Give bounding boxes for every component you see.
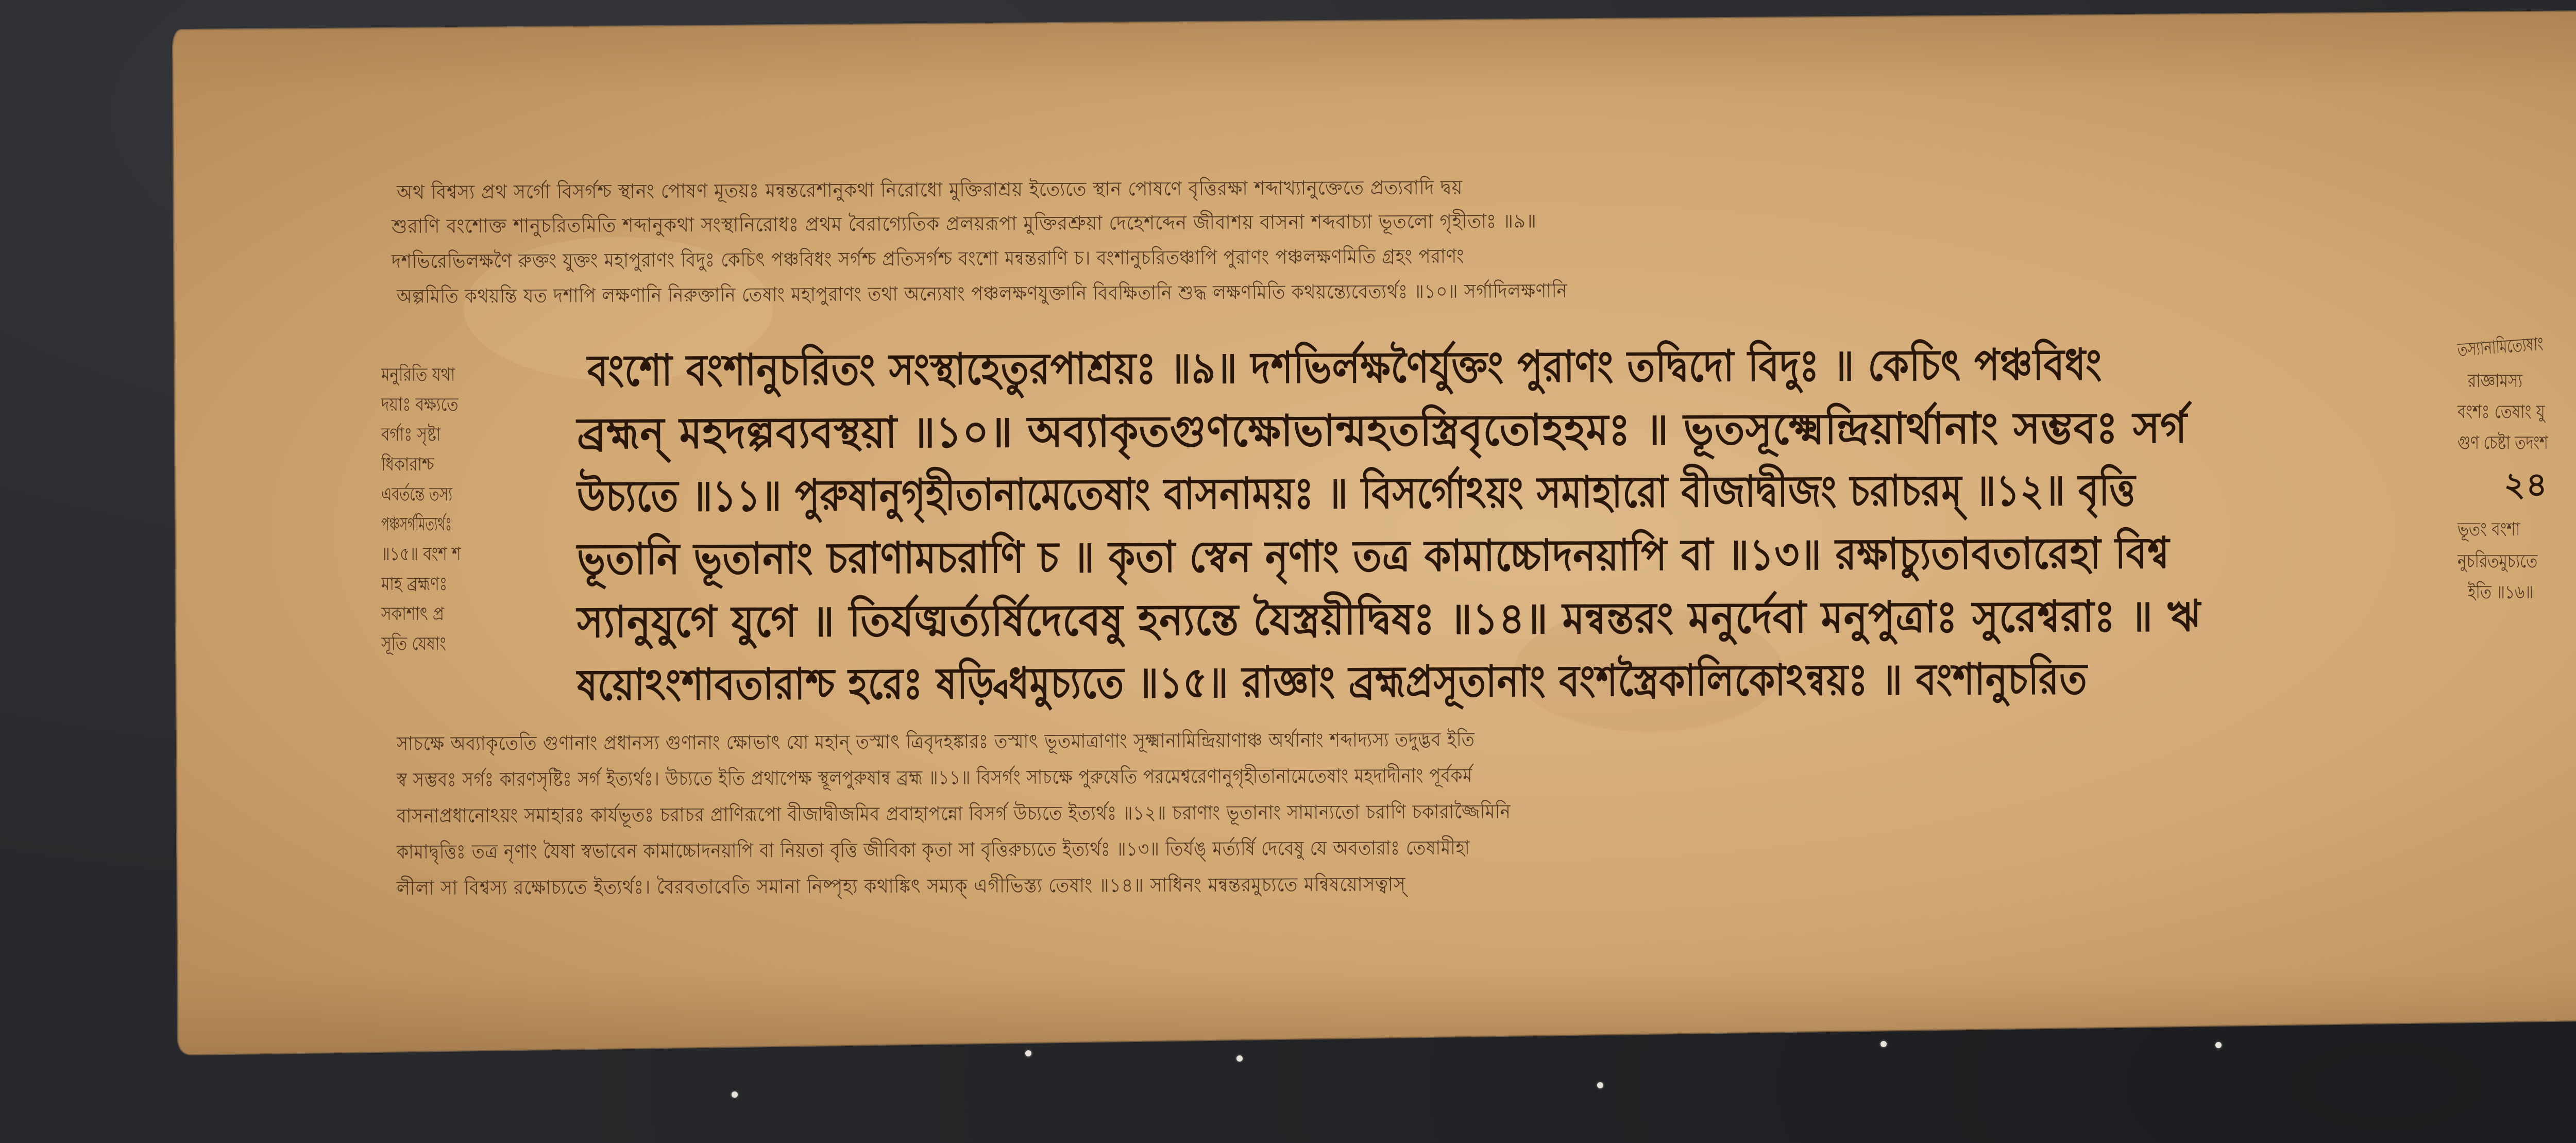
left-margin-line-4: ধিকারাশ্চ — [381, 454, 434, 475]
left-margin-line-6: পঞ্চসর্গমিত্যর্থঃ — [381, 514, 452, 535]
left-margin-line-10: সূতি যেষাং — [381, 633, 447, 654]
right-margin-line-7: নুচরিতমুচ্যতে — [2458, 551, 2538, 572]
main-text-line-3: উচ্যতে ॥১১॥ পুরুষানুগৃহীতানামেতেষাং বাসনাময়ঃ ॥ বিসর্গোঽয়ং সমাহারো বীজাদ্বীজং চরাচরম্ ॥১২॥ বৃত্তি — [577, 464, 2136, 522]
left-margin-line-3: বর্গাঃ সৃষ্টা — [381, 424, 441, 445]
pin-1 — [732, 1091, 738, 1098]
left-margin-line-7: ॥১৫॥ বংশ শ — [381, 544, 461, 565]
right-margin-line-2: রাজ্ঞামস্য — [2468, 371, 2523, 392]
main-text-line-1: বংশো বংশানুচরিতং সংস্থাহেতুরপাশ্রয়ঃ ॥৯॥ দশভির্লক্ষণৈর্যুক্তং পুরাণং তদ্বিদো বিদুঃ ॥ কেচিৎ পঞ্চবিধং — [587, 339, 2103, 396]
main-text-line-6: ষয়োঽংশাবতারাশ্চ হরেঃ ষড়্বিধমুচ্যতে ॥১৫॥ রাজ্ঞাং ব্রহ্মপ্রসূতানাং বংশস্ত্রৈকালিকোঽন্বয়ঃ ॥ বংশানুচরিত — [577, 653, 2088, 710]
top-commentary-line-4: অল্পমিতি কথয়ন্তি যত দশাপি লক্ষণানি নিরুক্তানি তেষাং মহাপুরাণং তথা অন্যেষাং পঞ্চলক্ষণযুক্তানি বিবক্ষিতানি শুদ্ধ লক্ষণমিতি কথয়ন্ত্যেবেত্যর্থঃ ॥১০॥ সর্গাদিলক্ষণানি — [396, 279, 1568, 308]
bottom-commentary-line-4: কামাদ্বৃত্তিঃ তত্র নৃণাং যৈষা স্বভাবেন কামাচ্চোদনয়াপি বা নিয়তা বৃত্তি জীবিকা কৃতা সা বৃত্তিরুচ্যতে ইত্যর্থঃ ॥১৩॥ তির্যঙ্ মর্ত্যর্ষি দেবেষু যে অবতারাঃ তেষামীহা — [396, 836, 1470, 863]
left-margin-line-5: এবৰ্তন্তে তস্য — [381, 484, 452, 505]
right-margin-line-6: ভূতং বংশা — [2458, 519, 2520, 540]
left-margin-line-8: মাহ ব্রহ্মণঃ — [381, 574, 448, 595]
left-margin-line-9: সকাশাৎ প্র — [381, 603, 444, 625]
pin-4 — [1597, 1082, 1603, 1088]
folio-number: ২৪ — [2504, 466, 2548, 504]
bottom-commentary-line-1: সাচক্ষে অব্যাকৃতেতি গুণানাং প্রধানস্য গুণানাং ক্ষোভাৎ যো মহান্ তস্মাৎ ত্রিবৃদহঙ্কারঃ তস্মাৎ ভূতমাত্রাণাং সূক্ষ্মানামিন্দ্রিয়াণাঞ্চ অর্থানাং শব্দাদ্যস্য তদুদ্ভব ইতি — [396, 728, 1475, 755]
left-margin-line-1: মনুরিতি যথা — [381, 364, 455, 385]
right-margin-line-1: তস্যানামিত্যেষাং — [2457, 333, 2544, 361]
pin-6 — [2215, 1042, 2222, 1048]
bottom-commentary-line-5: লীলা সা বিশ্বস্য রক্ষোচ্যতে ইত্যর্থঃ। বৈরবতাবেতি সমানা নিষ্পৃহ্য কথাঙ্কিৎ সম্যক্ এগীভিস্ত্য তেষাং ॥১৪॥ সাধিনং মন্বন্তরমুচ্যতে মন্বিষয়োসত্বাস্ — [396, 872, 1406, 899]
right-margin-line-3: বংশঃ তেষাং যু — [2458, 401, 2545, 423]
pin-3 — [1236, 1055, 1243, 1062]
main-text-line-4: ভূতানি ভূতানাং চরাণামচরাণি চ ॥ কৃতা স্বেন নৃণাং তত্র কামাচ্চোদনয়াপি বা ॥১৩॥ রক্ষাচ্যুতাবতারেহা বিশ্ব — [577, 527, 2170, 584]
top-commentary-line-3: দশভিরেভিলক্ষণৈ রুক্তং যুক্তং মহাপুরাণং বিদুঃ কেচিৎ পঞ্চবিধং সর্গশ্চ প্রতিসর্গশ্চ বংশো মন্বন্তরাণি চ। বংশানুচরিতঞ্চাপি পুরাণং পঞ্চলক্ষণমিতি গ্রহং পরাণং — [391, 244, 1465, 273]
top-commentary-line-1: অথ বিশ্বস্য প্রথ সর্গো বিসর্গশ্চ স্থানং পোষণ মূতয়ঃ মন্বন্তরেশানুকথা নিরোধো মুক্তিরাশ্রয় ইত্যেতে স্থান পোষণে বৃত্তিরক্ষা শব্দাখ্যানুক্তেতে প্রত্যবাদি দ্বয় — [396, 176, 1463, 204]
bottom-commentary-line-3: বাসনাপ্রধানোঽয়ং সমাহারঃ কার্যভূতঃ চরাচর প্রাণিরূপো বীজাদ্বীজমিব প্রবাহাপন্নো বিসর্গ উচ্যতে ইত্যর্থঃ ॥১২॥ চরাণাং ভূতানাং সামান্যতো চরাণি চকারাজ্জৈমিনি — [396, 800, 1511, 827]
left-margin-line-2: দয়াঃ বক্ষ্যতে — [381, 394, 459, 415]
pin-5 — [1880, 1041, 1887, 1047]
right-margin-line-4: গুণ চেষ্টা তদংশ — [2458, 432, 2548, 453]
bottom-commentary-line-2: স্ব সম্ভবঃ সর্গঃ কারণসৃষ্টিঃ সর্গ ইত্যর্থঃ। উচ্যতে ইতি প্রথাপেক্ষ স্থূলপুরুষান্ব ব্রহ্ম ॥১১॥ বিসর্গং সাচক্ষে পুরুষেতি পরমেশ্বরেণানুগৃহীতানামেতেষাং মহদাদীনাং পূর্বকর্ম — [396, 764, 1473, 791]
top-commentary-line-2: শুরাণি বংশোক্ত শানুচরিতমিতি শব্দানুকথা সংস্থানিরোধঃ প্রথম বৈরাগ্যেতিক প্রলয়রূপা মুক্তিরশ্রুয়া দেহেশব্দেন জীবাশয় বাসনা শব্দবাচ্যা ভূতলো গৃহীতাঃ ॥৯॥ — [391, 209, 1537, 238]
main-text-line-5: স্যানুযুগে যুগে ॥ তির্যঙ্মর্ত্যর্ষিদেবেষু হন্যন্তে যৈস্ত্রয়ীদ্বিষঃ ॥১৪॥ মন্বন্তরং মনুর্দেবা মনুপুত্রাঃ সুরেশ্বরাঃ ॥ ঋ — [577, 591, 2201, 647]
pin-2 — [1025, 1050, 1031, 1056]
main-text-line-2: ব্রহ্মন্ মহদল্পব্যবস্থয়া ॥১০॥ অব্যাকৃতগুণক্ষোভান্মহতস্ত্রিবৃতোহহমঃ ॥ ভূতসূক্ষ্মেন্দ্রিয়ার্থানাং সম্ভবঃ সর্গ — [577, 402, 2188, 459]
right-margin-line-8: ইতি ॥১৬॥ — [2468, 582, 2534, 603]
